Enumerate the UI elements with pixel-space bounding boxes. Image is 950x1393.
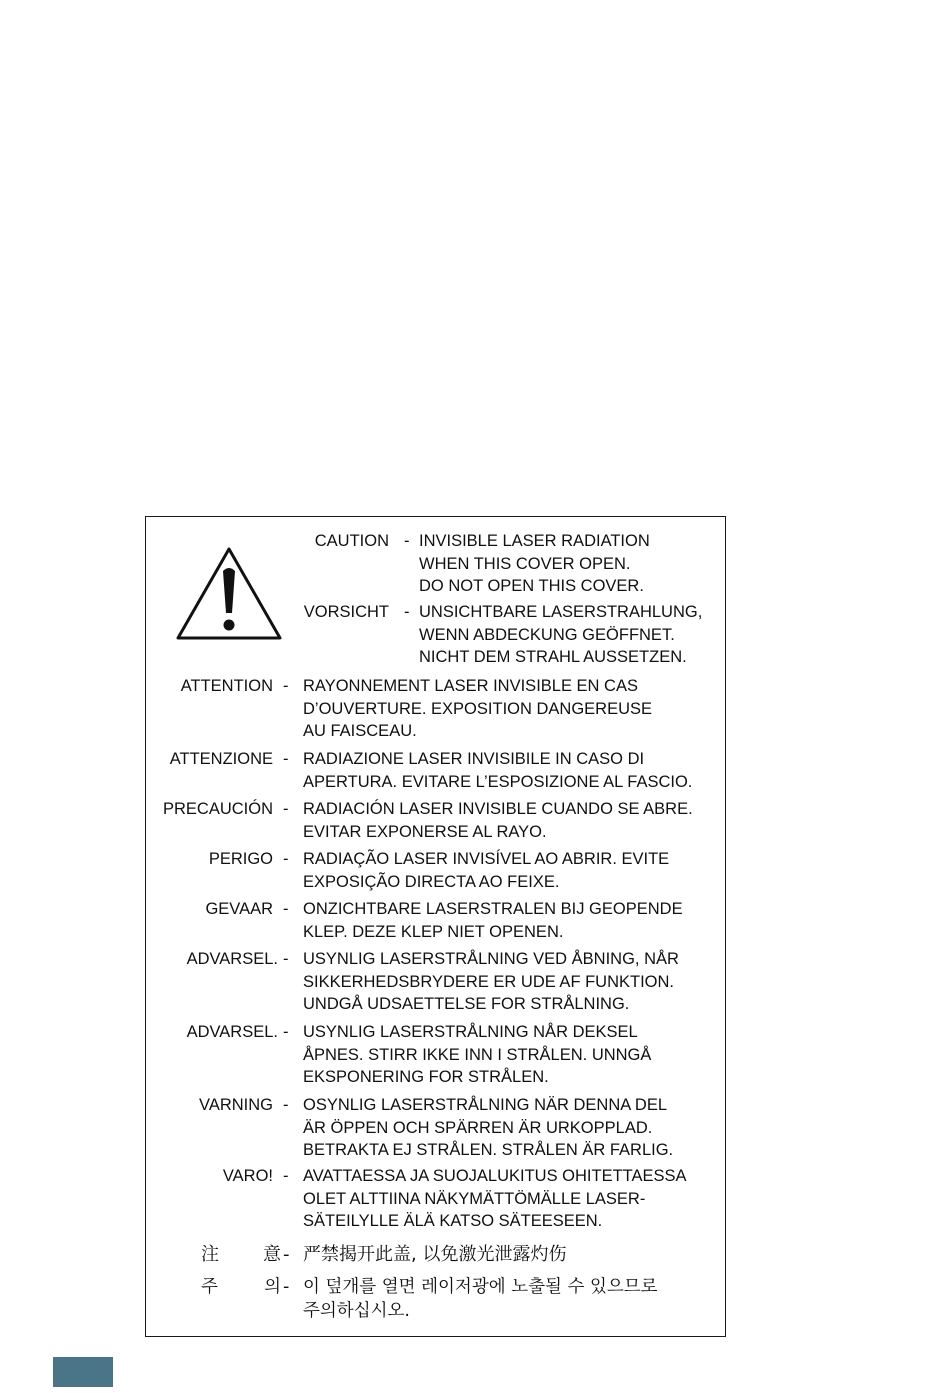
warning-text bbox=[303, 1021, 651, 1089]
separator: - bbox=[283, 677, 289, 695]
warning-text bbox=[303, 675, 652, 743]
warning-text bbox=[419, 530, 650, 598]
warning-label: PRECAUCIÓN bbox=[162, 800, 273, 818]
warning-line: ÅPNES. STIRR IKKE INN I STRÅLEN. UNNGÅ bbox=[303, 1045, 652, 1064]
warning-text bbox=[303, 848, 669, 893]
warning-label: ADVARSEL. bbox=[186, 950, 278, 968]
warning-line: OSYNLIG LASERSTRÅLNING NÄR DENNA DEL bbox=[303, 1096, 668, 1114]
separator: - bbox=[283, 1277, 290, 1297]
separator: - bbox=[283, 950, 289, 968]
warning-text bbox=[303, 1094, 673, 1162]
warning-line: SÄTEILYLLE ÄLÄ KATSO SÄTEESEEN. bbox=[303, 1212, 603, 1230]
warning-line: USYNLIG LASERSTRÅLNING NÅR DEKSEL bbox=[303, 1023, 638, 1041]
exclamation-triangle-icon bbox=[174, 545, 284, 643]
warning-line: RADIACIÓN LASER INVISIBLE CUANDO SE ABRE. bbox=[303, 800, 693, 818]
warning-line: 严禁揭开此盖, 以免激光泄露灼伤 bbox=[303, 1244, 567, 1265]
warning-text bbox=[303, 1275, 658, 1323]
warning-label: VARO! bbox=[222, 1167, 273, 1185]
warning-line: ONZICHTBARE LASERSTRALEN BIJ GEOPENDE bbox=[303, 900, 683, 918]
warning-text bbox=[303, 1243, 566, 1267]
warning-line: NICHT DEM STRAHL AUSSETZEN. bbox=[419, 648, 687, 666]
separator: - bbox=[283, 800, 289, 818]
warning-line: RADIAÇÃO LASER INVISÍVEL AO ABRIR. EVITE bbox=[303, 850, 670, 868]
warning-line: D’OUVERTURE. EXPOSITION DANGEREUSE bbox=[303, 699, 653, 718]
warning-label: ATTENTION bbox=[180, 677, 273, 695]
warning-line: AVATTAESSA JA SUOJALUKITUS OHITETTAESSA bbox=[303, 1167, 687, 1185]
warning-line: 주의하십시오. bbox=[303, 1301, 410, 1321]
warning-line: KLEP. DEZE KLEP NIET OPENEN. bbox=[303, 922, 564, 941]
warning-label: CAUTION bbox=[314, 532, 389, 550]
warning-label: GEVAAR bbox=[205, 900, 273, 918]
separator: - bbox=[283, 900, 289, 918]
laser-caution-box bbox=[145, 516, 726, 1337]
warning-text bbox=[303, 1165, 687, 1233]
warning-line: ÄR ÖPPEN OCH SPÄRREN ÄR URKOPPLAD. bbox=[303, 1118, 653, 1137]
warning-line: 이 덮개를 열면 레이저광에 노출될 수 있으므로 bbox=[303, 1277, 658, 1297]
warning-line: WENN ABDECKUNG GEÖFFNET. bbox=[419, 625, 675, 644]
warning-line: UNDGÅ UDSAETTELSE FOR STRÅLNING. bbox=[303, 995, 630, 1013]
separator: - bbox=[283, 850, 289, 868]
label-char: 注 bbox=[201, 1244, 219, 1265]
warning-label: VARNING bbox=[199, 1096, 273, 1114]
separator: - bbox=[404, 532, 410, 550]
warning-line: EKSPONERING FOR STRÅLEN. bbox=[303, 1068, 549, 1086]
warning-label bbox=[201, 1275, 281, 1299]
warning-label: ATTENZIONE bbox=[169, 750, 273, 768]
warning-line: UNSICHTBARE LASERSTRAHLUNG, bbox=[419, 603, 703, 621]
warning-label bbox=[201, 1243, 281, 1267]
separator: - bbox=[283, 1167, 289, 1185]
warning-text bbox=[303, 748, 692, 793]
separator: - bbox=[283, 1244, 290, 1265]
warning-text bbox=[419, 601, 702, 669]
warning-line: BETRAKTA EJ STRÅLEN. STRÅLEN ÄR FARLIG. bbox=[303, 1141, 674, 1159]
warning-line: INVISIBLE LASER RADIATION bbox=[419, 532, 650, 550]
label-char: 주 bbox=[201, 1277, 218, 1297]
warning-line: EVITAR EXPONERSE AL RAYO. bbox=[303, 822, 547, 841]
warning-line: APERTURA. EVITARE L’ESPOSIZIONE AL FASCIO. bbox=[303, 772, 693, 791]
separator: - bbox=[404, 603, 410, 621]
warning-text bbox=[303, 898, 683, 943]
separator: - bbox=[283, 1096, 289, 1114]
warning-text bbox=[303, 798, 693, 843]
warning-line: AU FAISCEAU. bbox=[303, 722, 417, 740]
separator: - bbox=[283, 750, 289, 768]
label-char: 意 bbox=[263, 1244, 281, 1265]
warning-line: RADIAZIONE LASER INVISIBILE IN CASO DI bbox=[303, 750, 645, 768]
warning-text bbox=[303, 948, 679, 1016]
warning-label: ADVARSEL. bbox=[186, 1023, 278, 1041]
warning-label: PERIGO bbox=[208, 850, 273, 868]
warning-line: OLET ALTTIINA NÄKYMÄTTÖMÄLLE LASER- bbox=[303, 1189, 646, 1208]
warning-label: VORSICHT bbox=[303, 603, 389, 621]
warning-line: EXPOSIÇÃO DIRECTA AO FEIXE. bbox=[303, 872, 560, 891]
warning-line: WHEN THIS COVER OPEN. bbox=[419, 554, 631, 573]
warning-line: RAYONNEMENT LASER INVISIBLE EN CAS bbox=[303, 677, 638, 695]
warning-line: SIKKERHEDSBRYDERE ER UDE AF FUNKTION. bbox=[303, 972, 675, 991]
warning-line: DO NOT OPEN THIS COVER. bbox=[419, 577, 644, 595]
label-char: 의 bbox=[264, 1277, 281, 1297]
separator: - bbox=[283, 1023, 289, 1041]
warning-line: USYNLIG LASERSTRÅLNING VED ÅBNING, NÅR bbox=[303, 950, 679, 968]
page-tab-marker bbox=[53, 1357, 113, 1387]
